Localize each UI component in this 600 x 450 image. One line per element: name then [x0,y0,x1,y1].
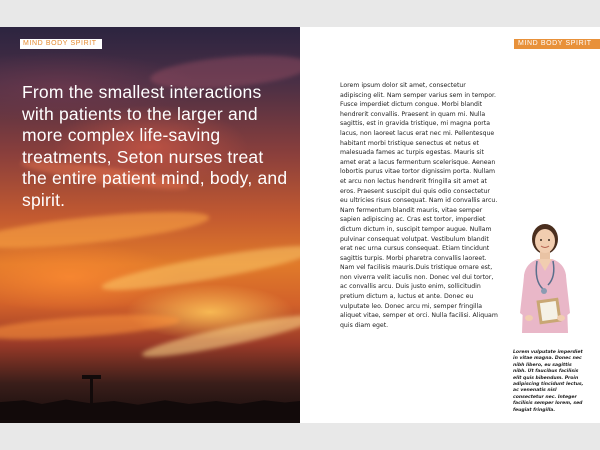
sunset-cloud [0,205,211,256]
left-page-sunset-photo [0,27,300,423]
photo-caption: Lorem vulputate imperdiet in vitae magna. Donec nec nibh libero, eu sagittis nibh. Ut faucibus facilisis elit quis bibendum. Proin adipiscing tincidunt lectus, ac venenatis nisl consectetur nec. Integer facilisis semper lorem, sed feugiat fringilla. [513,350,584,413]
section-tag-left: MIND BODY SPIRIT [20,39,102,49]
section-tag-right: MIND BODY SPIRIT [514,39,600,49]
right-page [300,27,600,423]
treeline-silhouette [0,385,300,423]
nurse-photo [510,215,580,333]
sunset-cloud [100,238,300,298]
utility-pole [90,377,93,405]
magazine-spread [0,27,600,423]
sunset-cloud [0,310,180,344]
body-text: Lorem ipsum dolor sit amet, consectetur adipiscing elit. Nam semper varius sem in tempor. Fusce imperdiet dictum congue. Morbi blandit hendrerit convallis. Praesent in quam mi. Nulla sagittis, est in gravida tristique, mi magna porta lacus, non laoreet lacus erat nec mi. Pellentesque habitant morbi tristique senectus et netus et malesuada fames ac turpis egestas. Mauris sit amet erat a lacus fermentum scelerisque. Aenean lobortis purus vitae tortor dignissim porta. Nullam et arcu non lectus hendrerit fringilla sit amet at eros. Praesent suscipit dui quis odio consectetur eu ultricies risus consequat. Nam id convallis arcu. Nam fermentum blandit mauris, vitae semper sapien adipiscing ac. Cras est tortor, imperdiet dictum dictum in, suscipit tempor augue. Nullam pulvinar consequat volutpat. Vestibulum blandit erat nec urna cursus consequat. Etiam tincidunt sagittis turpis. Morbi pharetra convallis laoreet. Nam vel facilisis mauris.Duis tristique ornare est, non viverra velit iaculis non. Donec vel dui tortor, ac convallis arcu. Duis justo enim, sollicitudin pretium dictum a, luctus et ante. Donec eu vulputate leo. Donec arcu mi, semper fringilla aliquet vitae, semper et orci. Nulla facilisi. Aliquam quis diam eget. [340,82,498,329]
headline: From the smallest interactions with patients to the larger and more complex life-saving treatments, Seton nurses treat the entire patient mind, body, and spirit. [22,82,288,210]
